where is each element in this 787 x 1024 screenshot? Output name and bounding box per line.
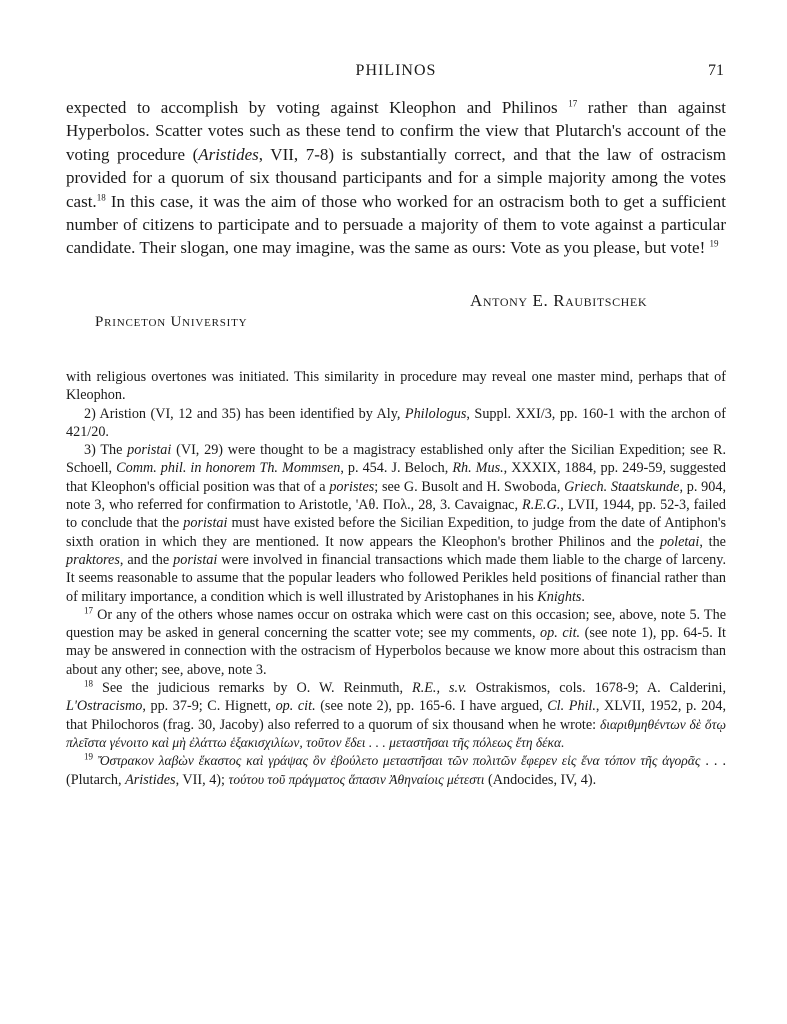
italic-text: op. cit. bbox=[540, 625, 581, 642]
text-run: must have existed before the Sicilian Expedition, to judge from the date of Antiphon's sixth oration in which they are mentioned. It now appears the Kleophon's brother Philinos and the bbox=[66, 515, 726, 550]
text-run: (Andocides, IV, 4). bbox=[484, 771, 597, 788]
italic-text: poristai bbox=[173, 551, 218, 568]
running-title: PHILINOS bbox=[355, 62, 437, 79]
italic-text: praktores bbox=[66, 551, 120, 568]
footnote-paragraph bbox=[66, 368, 726, 405]
main-paragraph bbox=[66, 96, 726, 260]
text-run: (see note 1), pp. 64-5. It may be answered in connection with the ostracism of Hyperbolos because we know more about this ostracism than about any other; see, above, note 3. bbox=[66, 625, 726, 678]
author-signature: Antony E. Raubitschek bbox=[470, 291, 648, 310]
text-run: , VII, 4); bbox=[175, 771, 229, 788]
text-run: 2) Aristion (VI, 12 and 35) has been identified by Aly, bbox=[84, 405, 405, 422]
italic-text: R.E., s.v. bbox=[412, 680, 467, 697]
footnote-marker: 17 bbox=[84, 605, 93, 616]
body-paragraph bbox=[66, 96, 726, 260]
greek-quote: διαριθμηθέντων δὲ ὅτῳ πλεῖστα γένοιτο καὶ μὴ ἐλάττω ἑξακισχιλίων, τοῦτον ἔδει . . . μεταστῆσαι τῆς πόλεως ἔτη δέκα. bbox=[66, 716, 726, 750]
text-run: ; see G. Busolt and H. Swoboda, bbox=[374, 478, 565, 495]
text-run: with religious overtones was initiated. This similarity in procedure may reveal one master mind, perhaps that of Kleophon. bbox=[66, 369, 726, 404]
italic-text: poristes bbox=[329, 478, 375, 495]
italic-text: Aristides bbox=[198, 144, 259, 164]
footnote-paragraph bbox=[66, 606, 726, 679]
italic-text: Griech. Staatskunde bbox=[564, 478, 680, 495]
text-run: , Suppl. XXI/3, pp. 160-1 with the archon of 421/20. bbox=[66, 405, 726, 440]
footnote-paragraph bbox=[66, 405, 726, 442]
italic-text: Knights bbox=[537, 588, 582, 605]
footnote-marker: 17 bbox=[568, 98, 578, 109]
italic-text: poristai bbox=[183, 515, 228, 532]
text-run: In this case, it was the aim of those who worked for an ostracism both to get a sufficient number of citizens to participate and to persuade a majority of them to vote against a particular candidate. Their slogan, one may imagine, was the same as ours: Vote as you please, but vote! bbox=[66, 191, 726, 258]
footnotes bbox=[66, 368, 726, 789]
italic-text: op. cit. bbox=[275, 698, 316, 715]
italic-text: poristai bbox=[127, 442, 172, 459]
text-run: , p. 904, note 3, who referred for confirmation to Aristotle, 'Aθ. Πoλ., 28, 3. Cavaignac, bbox=[66, 478, 727, 514]
running-head bbox=[66, 62, 726, 86]
text-run: See the judicious remarks by O. W. Reinmuth, bbox=[93, 680, 413, 697]
footnote-paragraph bbox=[66, 441, 726, 606]
page-number: 71 bbox=[708, 62, 724, 79]
italic-text: R.E.G. bbox=[522, 497, 561, 514]
text-run: 3) The bbox=[84, 442, 128, 459]
greek-quote: τούτου τοῦ πράγματος ἅπασιν Ἀθηναίοις μέτεστι bbox=[228, 771, 485, 787]
text-run: rather than against Hyperbolos. Scatter votes such as these tend to confirm the view that Plutarch's account of the voting procedure ( bbox=[66, 98, 726, 164]
text-run: (VI, 29) were thought to be a magistracy established only after the Sicilian Expedition; see R. Schoell, bbox=[66, 442, 726, 477]
text-run: (see note 2), pp. 165-6. I have argued, bbox=[315, 698, 548, 715]
text-run: Or any of the others whose names occur on ostraka which were cast on this occasion; see, above, note 5. The question may be asked in general concerning the scatter vote; see my comments, bbox=[66, 606, 726, 642]
italic-text: Cl. Phil. bbox=[547, 698, 596, 715]
text-run: , and the bbox=[119, 551, 174, 568]
footnote-marker: 19 bbox=[709, 238, 719, 249]
footnote-paragraph bbox=[66, 679, 726, 752]
footnote-paragraph bbox=[66, 752, 726, 789]
italic-text: L'Ostracismo bbox=[66, 698, 143, 715]
text-run: , p. 454. J. Beloch, bbox=[340, 460, 453, 477]
footnote-marker: 19 bbox=[84, 751, 93, 762]
text-run: were involved in financial transactions which made them liable to the charge of larceny. It seems reasonable to assume that the popular leaders who followed Perikles held positions of financial rather than of military importance, a condition which is well illustrated by Aristophanes in his bbox=[66, 551, 726, 605]
author-affiliation: Princeton University bbox=[95, 314, 248, 330]
footnote-marker: 18 bbox=[84, 678, 93, 689]
greek-quote: Ὄστρακον λαβὼν ἕκαστος καὶ γράψας ὃν ἐβούλετο μεταστῆσαι τῶν πολιτῶν ἔφερεν εἰς ἕνα τόπον τῆς ἀγορᾶς bbox=[93, 753, 701, 769]
italic-text: Rh. Mus. bbox=[452, 460, 504, 477]
text-run: expected to accomplish by voting against Kleophon and Philinos bbox=[66, 98, 569, 117]
italic-text: Aristides bbox=[125, 771, 176, 788]
italic-text: Philologus bbox=[404, 405, 467, 422]
text-run: , XLVII, 1952, p. 204, that Philochoros (frag. 30, Jacoby) also referred to a quorum of six thousand when he wrote: bbox=[66, 698, 727, 733]
text-run: , pp. 37-9; C. Hignett, bbox=[142, 698, 276, 715]
text-run: , XXXIX, 1884, pp. 249-59, suggested that Kleophon's official position was that of a bbox=[66, 460, 726, 495]
italic-text: poletai bbox=[659, 533, 700, 550]
text-run: . bbox=[581, 588, 585, 605]
text-run: , the bbox=[699, 533, 726, 550]
text-run: . . . (Plutarch, bbox=[66, 753, 727, 788]
text-run: , VII, 7-8) is substantially correct, and that the law of ostracism provided for a quorum of six thousand participants and for a simple majority among the votes cast. bbox=[66, 144, 726, 211]
italic-text: Comm. phil. in honorem Th. Mommsen bbox=[116, 460, 341, 477]
text-run: Ostrakismos, cols. 1678-9; A. Calderini, bbox=[466, 680, 726, 697]
text-run: , LVII, 1944, pp. 52-3, failed to conclude that the bbox=[66, 497, 726, 532]
footnote-marker: 18 bbox=[96, 191, 106, 202]
